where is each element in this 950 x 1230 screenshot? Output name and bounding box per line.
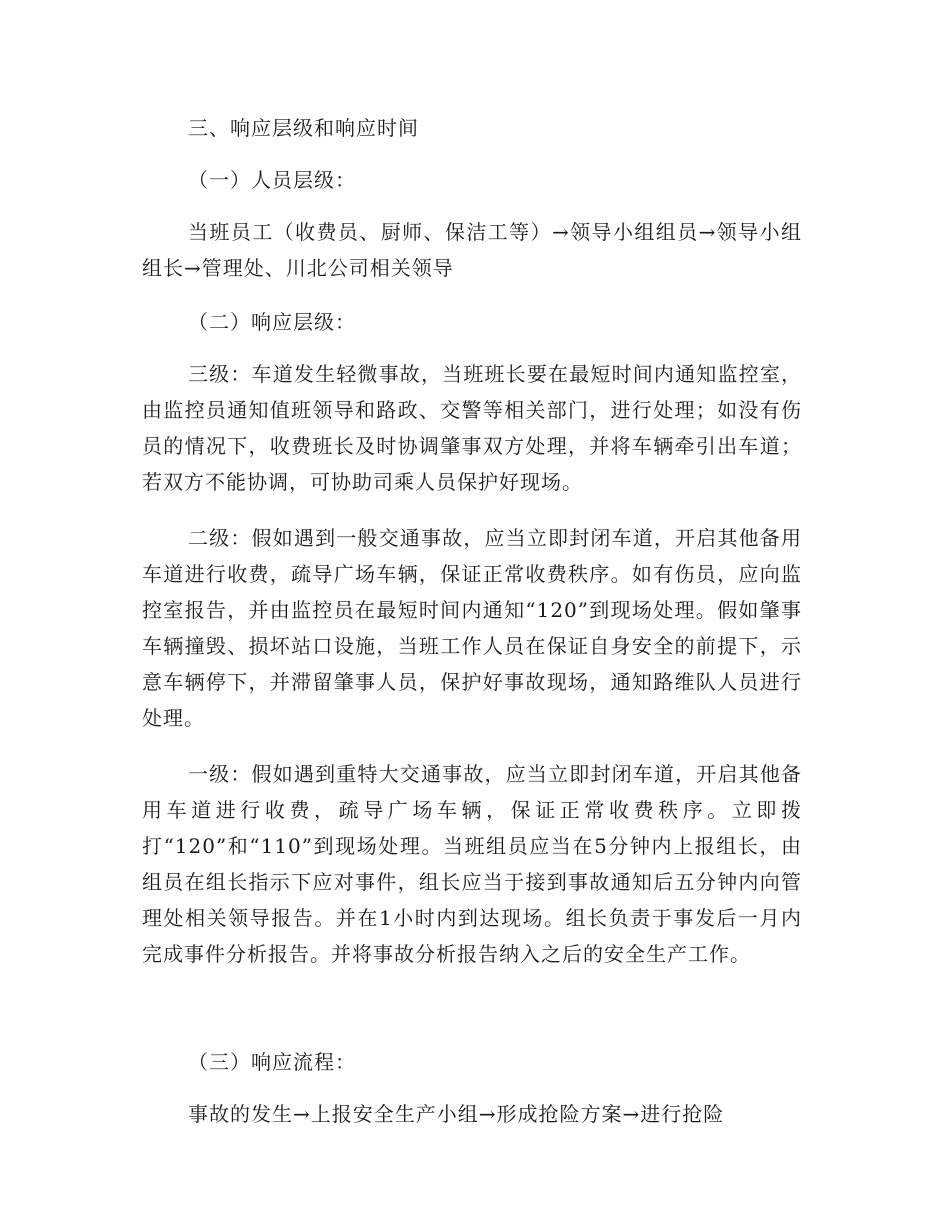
subsection-title-personnel: （一）人员层级： (188, 168, 356, 192)
level-two-paragraph: 二级：假如遇到一般交通事故，应当立即封闭车道，开启其他备用车道进行收费，疏导广场车辆，保证正常收费秩序。如有伤员，应向监控室报告，并由监控员在最短时间内通知“120”到现场处理。假如肇事车辆撞毁、损坏站口设施，当班工作人员在保证自身安全的前提下，示意车辆停下，并滞留肇事人员，保护好事故现场，通知路维队人员进行处理。 (142, 526, 802, 730)
personnel-hierarchy-paragraph: 当班员工（收费员、厨师、保洁工等）→领导小组组员→领导小组组长→管理处、川北公司相关领导 (142, 220, 802, 280)
response-process-paragraph: 事故的发生→上报安全生产小组→形成抢险方案→进行抢险 (188, 1102, 725, 1126)
section-title: 三、响应层级和响应时间 (188, 116, 419, 140)
level-three-paragraph: 三级：车道发生轻微事故，当班班长要在最短时间内通知监控室，由监控员通知值班领导和路政、交警等相关部门，进行处理；如没有伤员的情况下，收费班长及时协调肇事双方处理，并将车辆牵引出车道；若双方不能协调，可协助司乘人员保护好现场。 (142, 362, 802, 494)
subsection-title-response-process: （三）响应流程： (188, 1050, 356, 1074)
level-one-paragraph: 一级：假如遇到重特大交通事故，应当立即封闭车道，开启其他备用车道进行收费，疏导广场车辆，保证正常收费秩序。立即拨打“120”和“110”到现场处理。当班组员应当在5分钟内上报组长，由组员在组长指示下应对事件，组长应当于接到事故通知后五分钟内向管理处相关领导报告。并在1小时内到达现场。组长负责于事发后一月内完成事件分析报告。并将事故分析报告纳入之后的安全生产工作。 (142, 762, 802, 966)
subsection-title-response-levels: （二）响应层级： (188, 310, 356, 334)
